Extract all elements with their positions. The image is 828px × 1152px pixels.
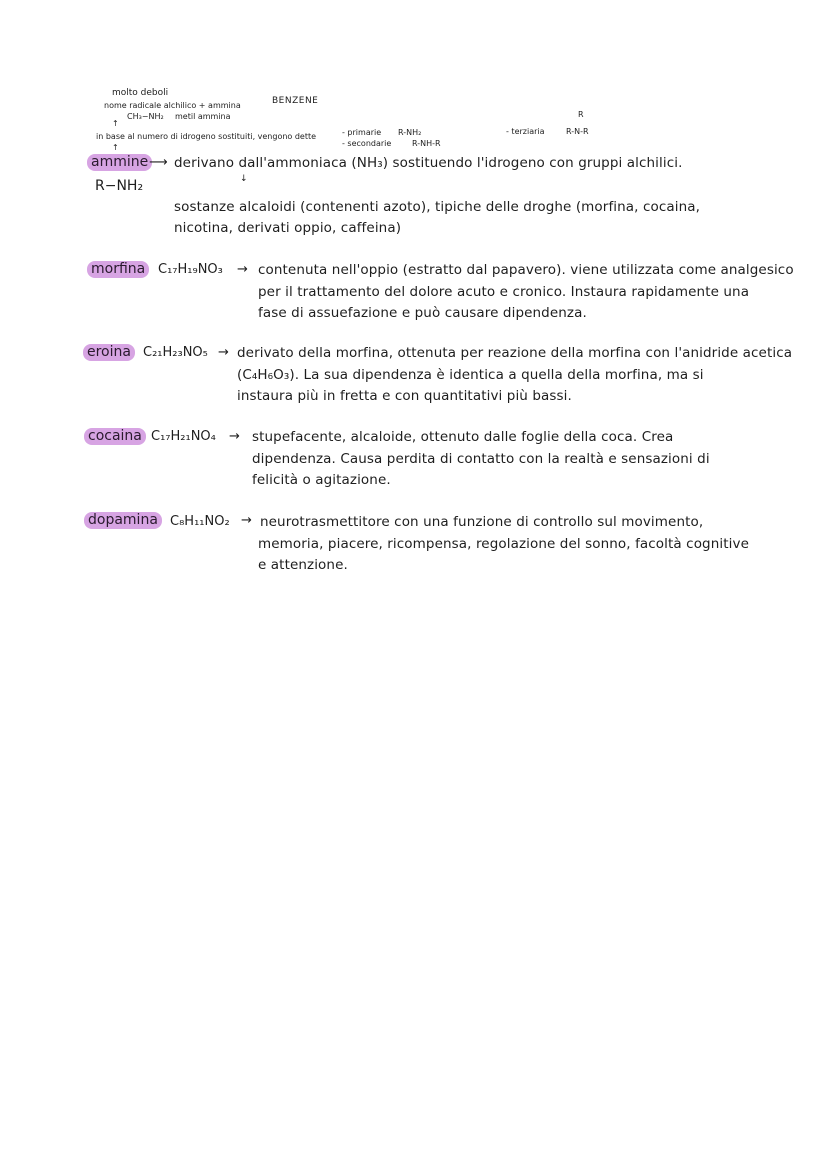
morfina-line-1: contenuta nell'oppio (estratto dal papavero). viene utilizzata come analgesico [258,262,794,278]
formula-eroina: C₂₁H₂₃NO₅ [143,345,208,360]
arrow-right-icon: → [241,513,252,528]
cocaina-line-3: felicità o agitazione. [252,472,391,488]
note-nome-radicale: nome radicale alchilico + ammina [104,101,241,110]
ammine-formula: R−NH₂ [95,178,144,194]
arrow-right-icon: → [237,262,248,277]
cocaina-line-2: dipendenza. Causa perdita di contatto con la realtà e sensazioni di [252,451,710,467]
note-primarie: - primarie [342,128,382,137]
morfina-line-3: fase di assuefazione e può causare dipendenza. [258,305,587,321]
up-arrow-icon: ↑ [112,143,119,152]
ammine-line-2: sostanze alcaloidi (contenenti azoto), tipiche delle droghe (morfina, cocaina, [174,199,701,215]
note-terziaria-formula: R-N-R [566,127,589,136]
eroina-line-1: derivato della morfina, ottenuta per reazione della morfina con l'anidride acetica [237,345,793,361]
term-cocaina: cocaina [84,428,146,445]
up-arrow-icon: ↑ [112,119,119,128]
cocaina-line-1: stupefacente, alcaloide, ottenuto dalle foglie della coca. Crea [252,429,674,445]
note-molto-deboli: molto deboli [112,88,169,98]
note-base-line: in base al numero di idrogeno sostituiti, vengono dette [96,132,317,141]
note-secondarie-formula: R-NH-R [412,139,441,148]
eroina-line-2: (C₄H₆O₃). La sua dipendenza è identica a quella della morfina, ma si [237,367,704,383]
note-terziaria-top: R [578,110,584,119]
term-ammine: ammine [87,154,152,171]
formula-morfina: C₁₇H₁₉NO₃ [158,262,223,277]
dopamina-line-1: neurotrasmettitore con una funzione di controllo sul movimento, [260,514,704,530]
formula-cocaina: C₁₇H₂₁NO₄ [151,429,216,444]
term-morfina: morfina [87,261,149,278]
dopamina-line-2: memoria, piacere, ricompensa, regolazione del sonno, facoltà cognitive [258,536,749,552]
ammine-line-3: nicotina, derivati oppio, caffeina) [174,220,402,236]
term-eroina: eroina [83,344,135,361]
eroina-line-3: instaura più in fretta e con quantitativi più bassi. [237,388,572,404]
term-dopamina: dopamina [84,512,162,529]
note-example-name: metil ammina [175,112,231,121]
note-secondarie: - secondarie [342,139,392,148]
ammine-line-1: derivano dall'ammoniaca (NH₃) sostituendo l'idrogeno con gruppi alchilici. [174,155,683,171]
morfina-line-2: per il trattamento del dolore acuto e cronico. Instaura rapidamente una [258,284,750,300]
note-example-formula: CH₃−NH₂ [127,112,164,121]
down-arrow-icon: ↓ [240,174,248,184]
arrow-right-icon: → [218,345,229,360]
arrow-right-icon: → [229,429,240,444]
arrow-right-icon: ⟶ [149,155,168,170]
dopamina-line-3: e attenzione. [258,557,348,573]
formula-dopamina: C₈H₁₁NO₂ [170,514,230,529]
note-primarie-formula: R-NH₂ [398,128,422,137]
note-benzene: BENZENE [272,96,319,106]
note-terziaria: - terziaria [506,127,545,136]
